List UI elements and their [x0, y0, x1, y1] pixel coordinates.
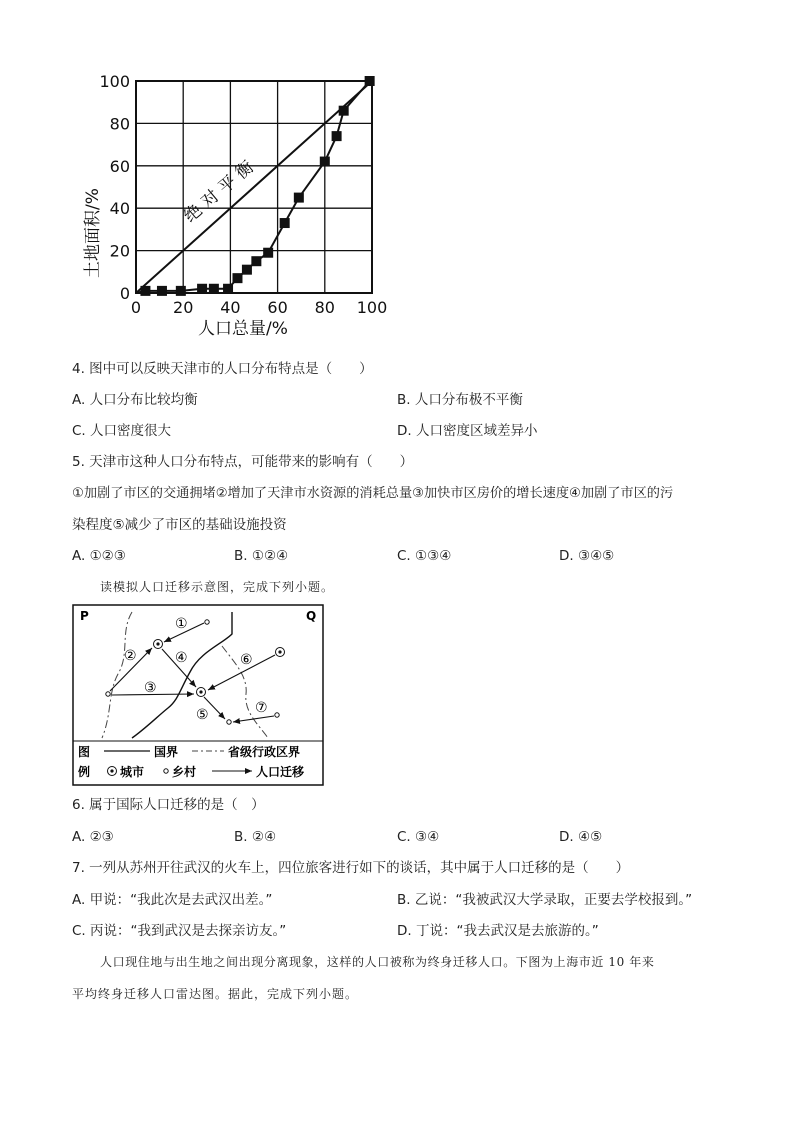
x-axis-label: 人口总量/% — [198, 319, 288, 339]
legend-village: 乡村 — [172, 765, 197, 779]
data-point — [232, 273, 242, 283]
data-point — [280, 218, 290, 228]
legend-city: 城市 — [120, 765, 145, 779]
legend-border: 国界 — [154, 745, 179, 759]
map-label-4: ④ — [175, 650, 188, 666]
village-marker — [205, 620, 209, 624]
population-land-chart — [78, 68, 398, 340]
q7-option-d[interactable]: D. 丁说：“我去武汉是去旅游的。” — [397, 923, 599, 939]
legend-province: 省级行政区界 — [228, 745, 301, 759]
question-6-stem: 6. 属于国际人口迁移的是（ ） — [72, 797, 265, 813]
data-point — [223, 284, 233, 294]
legend-title-top: 图 — [78, 745, 91, 759]
q5-option-b[interactable]: B. ①②④ — [234, 548, 289, 564]
data-point — [140, 286, 150, 296]
y-tick-label: 40 — [109, 199, 130, 219]
village-marker — [275, 713, 279, 717]
q7-option-a[interactable]: A. 甲说：“我此次是去武汉出差。” — [72, 892, 273, 908]
city-marker — [276, 648, 285, 657]
data-point — [294, 193, 304, 203]
map-label-5: ⑤ — [196, 707, 209, 723]
village-marker — [106, 692, 110, 696]
y-tick-label: 100 — [99, 72, 130, 91]
q5-option-d[interactable]: D. ③④⑤ — [559, 548, 615, 564]
migration-map — [72, 604, 324, 786]
data-point — [365, 76, 375, 86]
legend-title-bottom: 例 — [78, 765, 91, 779]
data-point — [176, 286, 186, 296]
balance-annotation: 绝 对 平 衡 — [180, 157, 258, 227]
map-label-6: ⑥ — [240, 652, 253, 668]
radar-intro-line-2: 平均终身迁移人口雷达图。据此，完成下列小题。 — [72, 987, 359, 1001]
migration-intro: 读模拟人口迁移示意图，完成下列小题。 — [100, 580, 335, 594]
q5-option-a[interactable]: A. ①②③ — [72, 548, 126, 564]
q7-option-b[interactable]: B. 乙说：“我被武汉大学录取，正要去学校报到。” — [397, 892, 693, 908]
data-point — [157, 286, 167, 296]
radar-intro-line-1: 人口现住地与出生地之间出现分离现象，这样的人口被称为终身迁移人口。下图为上海市近 10 年来 — [100, 955, 655, 969]
data-point — [242, 265, 252, 275]
data-points — [140, 76, 374, 296]
map-label-2: ② — [124, 648, 137, 664]
data-point — [197, 284, 207, 294]
q6-option-c[interactable]: C. ③④ — [397, 829, 440, 845]
village-marker — [227, 720, 231, 724]
city-marker — [197, 688, 206, 697]
q4-option-b[interactable]: B. 人口分布极不平衡 — [397, 392, 523, 408]
y-tick-label: 80 — [109, 114, 130, 134]
q5-option-c[interactable]: C. ①③④ — [397, 548, 452, 564]
question-4-stem: 4. 图中可以反映天津市的人口分布特点是（ ） — [72, 361, 373, 377]
map-label-7: ⑦ — [255, 700, 268, 716]
y-tick-label: 60 — [109, 156, 130, 176]
map-label-3: ③ — [144, 680, 157, 696]
q6-option-a[interactable]: A. ②③ — [72, 829, 114, 845]
x-tick-label: 20 — [173, 298, 194, 317]
q6-option-d[interactable]: D. ④⑤ — [559, 829, 603, 845]
city-marker — [154, 640, 163, 649]
data-point — [263, 248, 273, 258]
map-label-1: ① — [175, 616, 188, 632]
data-point — [209, 284, 219, 294]
x-tick-label: 0 — [130, 298, 142, 317]
x-tick-label: 100 — [356, 298, 388, 317]
data-point — [332, 131, 342, 141]
corner-p-label: P — [80, 609, 89, 623]
question-5-line-2: 染程度⑤减少了市区的基础设施投资 — [72, 517, 287, 533]
data-point — [320, 157, 330, 167]
q4-option-d[interactable]: D. 人口密度区域差异小 — [397, 423, 538, 439]
q7-option-c[interactable]: C. 丙说：“我到武汉是去探亲访友。” — [72, 923, 287, 939]
corner-q-label: Q — [306, 609, 317, 623]
x-tick-label: 40 — [220, 298, 241, 317]
y-tick-label: 0 — [119, 284, 130, 303]
q4-option-a[interactable]: A. 人口分布比较均衡 — [72, 392, 198, 408]
legend-migration: 人口迁移 — [256, 765, 305, 779]
x-tick-label: 80 — [314, 298, 335, 317]
question-5-line-1: ①加剧了市区的交通拥堵②增加了天津市水资源的消耗总量③加快市区房价的增长速度④加剧了市区的污 — [72, 486, 674, 501]
x-tick-label: 60 — [267, 298, 288, 317]
data-point — [251, 256, 261, 266]
y-axis-label: 土地面积/% — [83, 188, 103, 278]
question-5-stem: 5. 天津市这种人口分布特点，可能带来的影响有（ ） — [72, 454, 414, 470]
data-point — [339, 106, 349, 116]
question-7-stem: 7. 一列从苏州开往武汉的火车上，四位旅客进行如下的谈话，其中属于人口迁移的是（ ） — [72, 860, 630, 876]
q6-option-b[interactable]: B. ②④ — [234, 829, 277, 845]
q4-option-c[interactable]: C. 人口密度很大 — [72, 423, 172, 439]
y-tick-label: 20 — [109, 241, 130, 261]
